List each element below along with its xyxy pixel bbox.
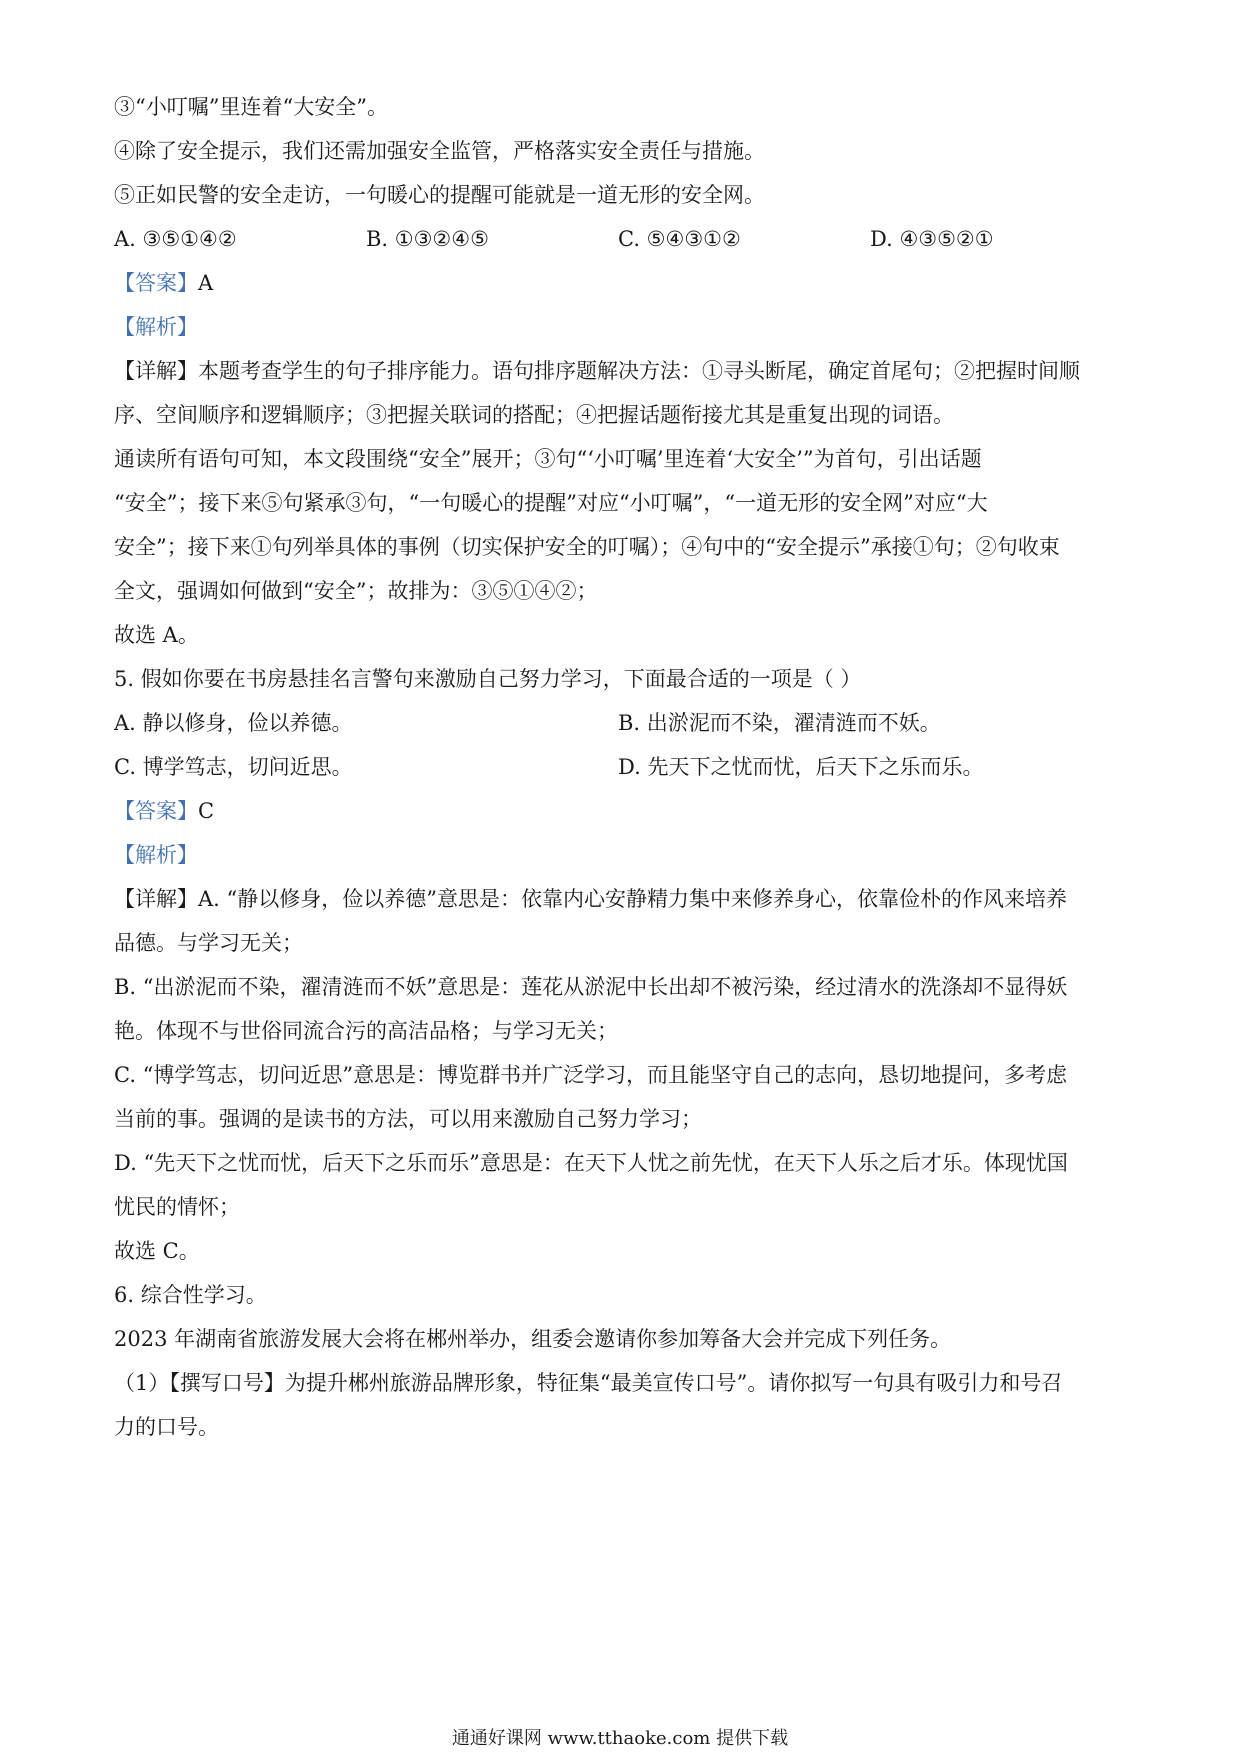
answer-tag: 【答案】 xyxy=(114,271,198,295)
q5-analysis xyxy=(114,840,1134,870)
q4-detail-line: 安全”；接下来①句列举具体的事例（切实保护安全的叮嘱）；④句中的“安全提示”承接①句；②句收束 xyxy=(114,535,1060,559)
q5-option-a: A. 静以修身，俭以养德。 xyxy=(114,711,353,735)
q5-detail-line: D. “先天下之忧而忧，后天下之乐而乐”意思是：在天下人忧之前先忧，在天下人乐之后才乐。体现忧国 xyxy=(114,1151,1068,1175)
q5-option-b: B. 出淤泥而不染，濯清涟而不妖。 xyxy=(618,711,941,735)
q5-option-c: C. 博学笃志，切问近思。 xyxy=(114,755,353,779)
q5-detail-line: B. “出淤泥而不染，濯清涟而不妖”意思是：莲花从淤泥中长出却不被污染，经过清水的洗涤却不显得妖 xyxy=(114,975,1068,999)
q4-option-d: D. ④③⑤②① xyxy=(870,227,994,251)
answer-tag: 【答案】 xyxy=(114,799,198,823)
q5-answer xyxy=(114,796,1134,826)
answer-value: C xyxy=(198,799,215,823)
q4-option-c: C. ⑤④③①② xyxy=(618,227,741,251)
analysis-tag: 【解析】 xyxy=(114,843,198,867)
q6-intro: 2023 年湖南省旅游发展大会将在郴州举办，组委会邀请你参加筹备大会并完成下列任务。 xyxy=(114,1327,952,1351)
sentence-4: ④除了安全提示，我们还需加强安全监管，严格落实安全责任与措施。 xyxy=(114,139,765,163)
q5-conclusion: 故选 C。 xyxy=(114,1239,200,1263)
detail-tag: 【详解】 xyxy=(114,887,198,911)
q4-option-b: B. ①③②④⑤ xyxy=(366,227,489,251)
q6-title: 6. 综合性学习。 xyxy=(114,1283,267,1307)
q5-option-d: D. 先天下之忧而忧，后天下之乐而乐。 xyxy=(618,755,984,779)
q6-task1: （1）【撰写口号】为提升郴州旅游品牌形象，特征集“最美宣传口号”。请你拟写一句具有吸引力和号召 xyxy=(114,1371,1063,1395)
q4-detail-line: 序、空间顺序和逻辑顺序；③把握关联词的搭配；④把握话题衔接尤其是重复出现的词语。 xyxy=(114,403,954,427)
q4-detail-line: “安全”；接下来⑤句紧承③句，“一句暖心的提醒”对应“小叮嘱”，“一道无形的安全网”对应“大 xyxy=(114,491,988,515)
sentence-5: ⑤正如民警的安全走访，一句暖心的提醒可能就是一道无形的安全网。 xyxy=(114,183,765,207)
sentence-3: ③“小叮嘱”里连着“大安全”。 xyxy=(114,95,388,119)
q5-detail-line: 品德。与学习无关； xyxy=(114,931,303,955)
q4-detail-line xyxy=(114,356,1134,386)
detail-tag: 【详解】 xyxy=(114,359,198,383)
q4-detail-line: 全文，强调如何做到“安全”；故排为：③⑤①④②； xyxy=(114,579,598,603)
q5-detail-line: C. “博学笃志，切问近思”意思是：博览群书并广泛学习，而且能坚守自己的志向，恳切地提问，多考虑 xyxy=(114,1063,1068,1087)
q6-task1-cont: 力的口号。 xyxy=(114,1415,219,1439)
q5-detail-line: 忧民的情怀； xyxy=(114,1195,240,1219)
footer-watermark: 通通好课网 www.tthaoke.com 提供下载 xyxy=(451,1728,789,1749)
q4-option-a: A. ③⑤①④② xyxy=(114,227,237,251)
q4-answer xyxy=(114,268,1134,298)
q4-analysis xyxy=(114,312,1134,342)
answer-value: A xyxy=(198,271,214,295)
q4-conclusion: 故选 A。 xyxy=(114,623,199,647)
detail-text: 本题考查学生的句子排序能力。语句排序题解决方法：①寻头断尾，确定首尾句；②把握时间顺 xyxy=(198,359,1080,383)
q5-question: 5. 假如你要在书房悬挂名言警句来激励自己努力学习，下面最合适的一项是（ ） xyxy=(114,667,862,691)
analysis-tag: 【解析】 xyxy=(114,315,198,339)
q5-detail-line: 艳。体现不与世俗同流合污的高洁品格；与学习无关； xyxy=(114,1019,618,1043)
q4-detail-line: 通读所有语句可知，本文段围绕“安全”展开；③句“‘小叮嘱’里连着‘大安全’”为首句，引出话题 xyxy=(114,447,982,471)
q5-detail-line xyxy=(114,884,1134,914)
detail-text: A. “静以修身，俭以养德”意思是：依靠内心安静精力集中来修养身心，依靠俭朴的作风来培养 xyxy=(198,887,1067,911)
q5-detail-line: 当前的事。强调的是读书的方法，可以用来激励自己努力学习； xyxy=(114,1107,702,1131)
